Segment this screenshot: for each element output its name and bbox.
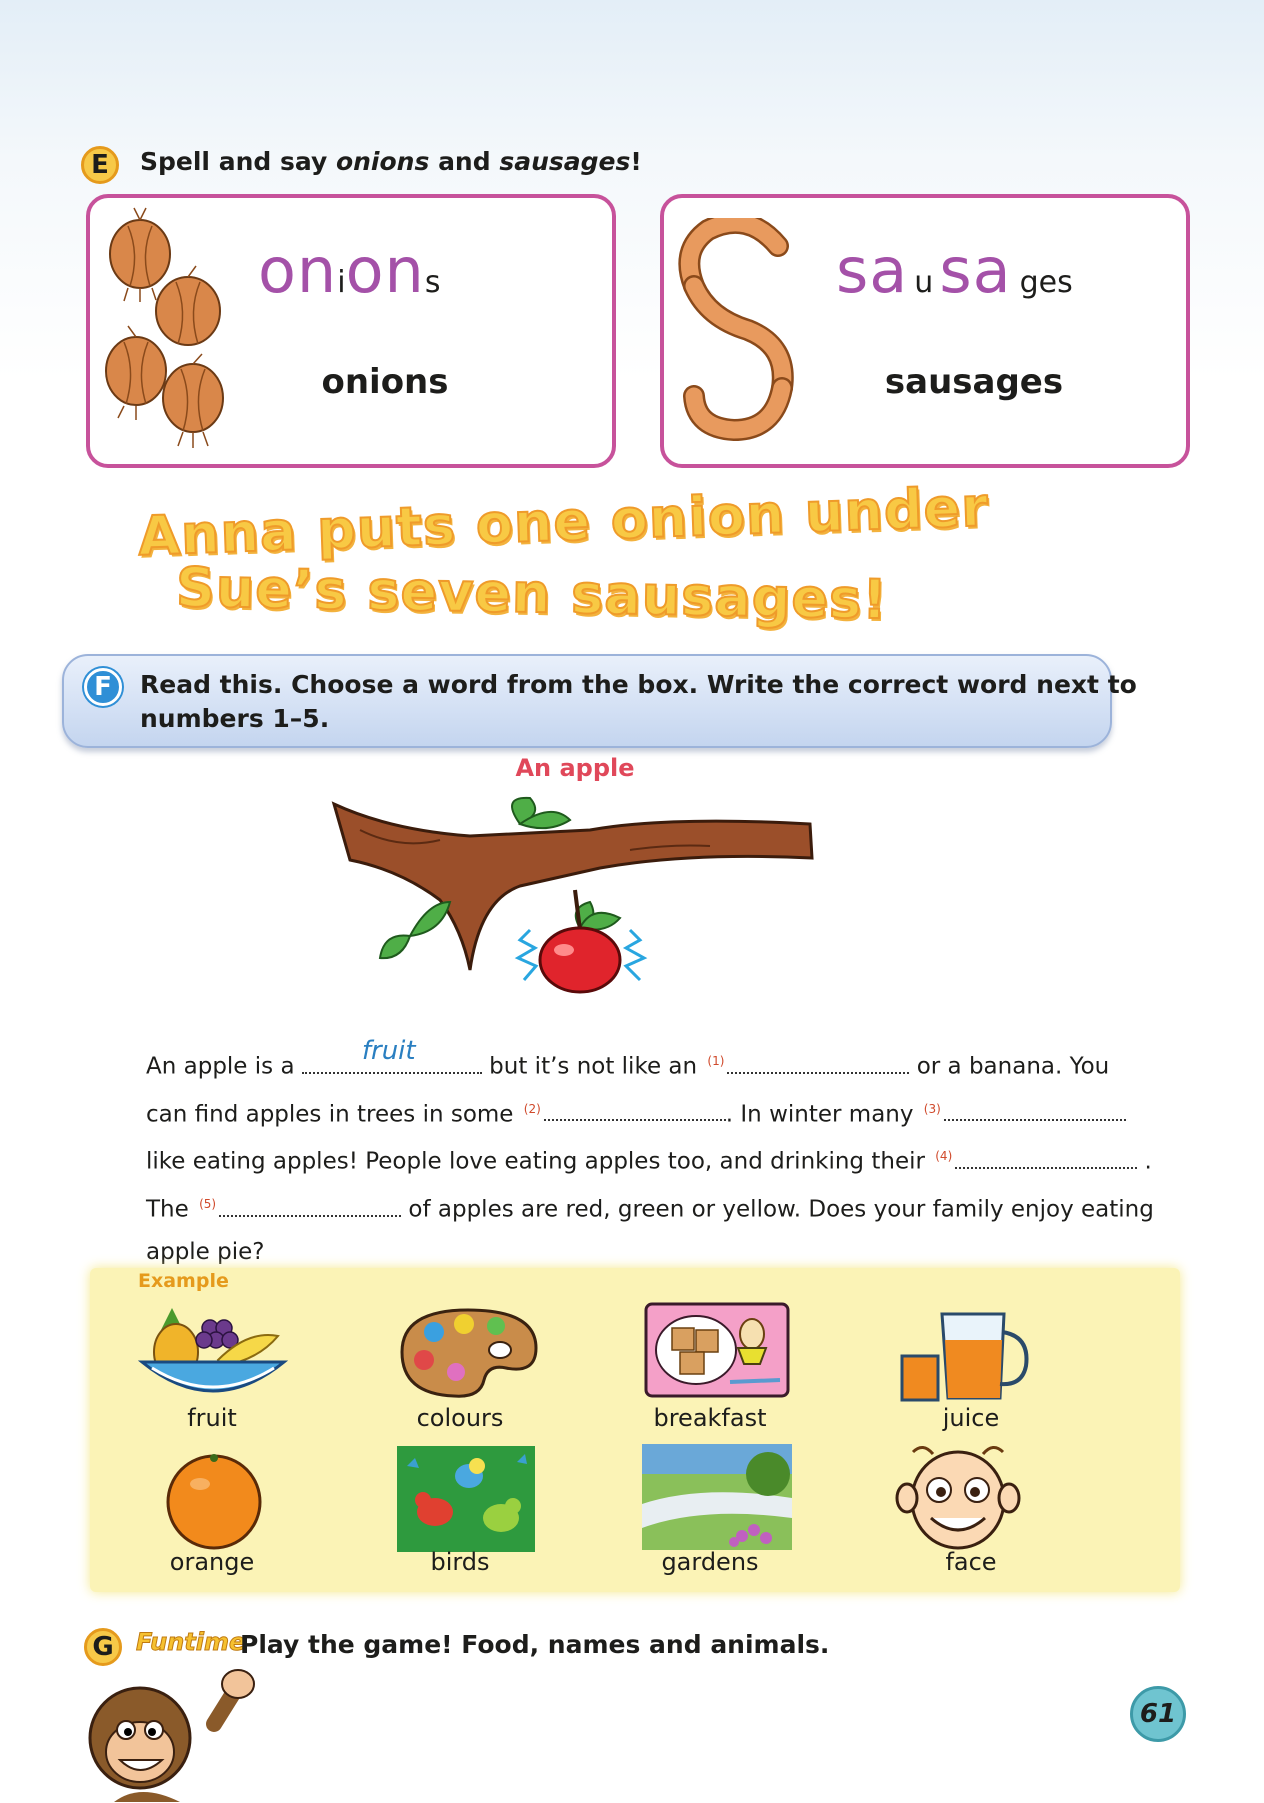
sausages-word: sausages bbox=[884, 362, 1064, 402]
word-gardens: gardens bbox=[661, 1548, 759, 1576]
word-birds: birds bbox=[430, 1548, 490, 1576]
example-label: Example bbox=[138, 1270, 229, 1292]
word-breakfast: breakfast bbox=[653, 1404, 767, 1432]
juice-picture bbox=[896, 1306, 1046, 1402]
answer-gap-1[interactable] bbox=[727, 1050, 909, 1074]
section-e-badge: E bbox=[81, 146, 119, 184]
paint-palette-picture bbox=[392, 1304, 542, 1400]
sausages-illustration bbox=[678, 218, 798, 448]
word-orange: orange bbox=[169, 1548, 255, 1576]
passage-text: An apple is a fruit but it’s not like an $^{(1)}$ or a banana. You can find apples in trees in some $^{(2)}$ . In winter many $^{(3)}$ like eating apples! People love eating apples too, and drinking their $^{(4)}$ . The $^{(5)}$ of apples are red, green or yellow. Does your family enjoy eating apple pie? bbox=[146, 1035, 1154, 1265]
gardens-picture bbox=[642, 1444, 792, 1550]
section-g-heading: Play the game! Food, names and animals. bbox=[240, 1630, 830, 1659]
orange-picture bbox=[162, 1448, 266, 1552]
page-number: 61 bbox=[1130, 1686, 1186, 1742]
word-face: face bbox=[945, 1548, 997, 1576]
face-picture bbox=[893, 1442, 1023, 1552]
onions-spelling: onions bbox=[258, 234, 441, 307]
example-gap: fruit bbox=[302, 1050, 482, 1074]
word-fruit: fruit bbox=[187, 1404, 237, 1432]
funtime-logo: Funtime bbox=[136, 1628, 246, 1656]
fruit-bowl-picture bbox=[138, 1300, 288, 1400]
passage-title: An apple bbox=[515, 754, 635, 782]
breakfast-tray-picture bbox=[642, 1300, 792, 1400]
onions-illustration bbox=[98, 206, 238, 456]
section-f-badge: F bbox=[84, 668, 122, 706]
answer-gap-2[interactable] bbox=[544, 1097, 726, 1121]
birds-picture bbox=[397, 1446, 535, 1552]
sausages-spelling: sa usa ges bbox=[836, 234, 1073, 307]
answer-gap-4[interactable] bbox=[955, 1145, 1137, 1169]
section-e-heading: Spell and say onions and sausages! bbox=[140, 147, 642, 176]
word-colours: colours bbox=[416, 1404, 504, 1432]
sausages-card bbox=[660, 194, 1190, 468]
apple-branch-illustration bbox=[330, 790, 820, 1010]
section-f-instruction: Read this. Choose a word from the box. Write the correct word next to numbers 1–5. bbox=[140, 670, 1137, 733]
monkey-illustration bbox=[84, 1664, 274, 1803]
onions-card bbox=[86, 194, 616, 468]
word-juice: juice bbox=[942, 1404, 1000, 1432]
tongue-twister-line1: Anna puts one onion under bbox=[137, 475, 990, 568]
answer-gap-3[interactable] bbox=[944, 1097, 1126, 1121]
tongue-twister-line2: Sue’s seven sausages! bbox=[175, 555, 889, 632]
answer-gap-5[interactable] bbox=[219, 1193, 401, 1217]
onions-word: onions bbox=[321, 362, 449, 402]
section-g-badge: G bbox=[84, 1628, 122, 1666]
